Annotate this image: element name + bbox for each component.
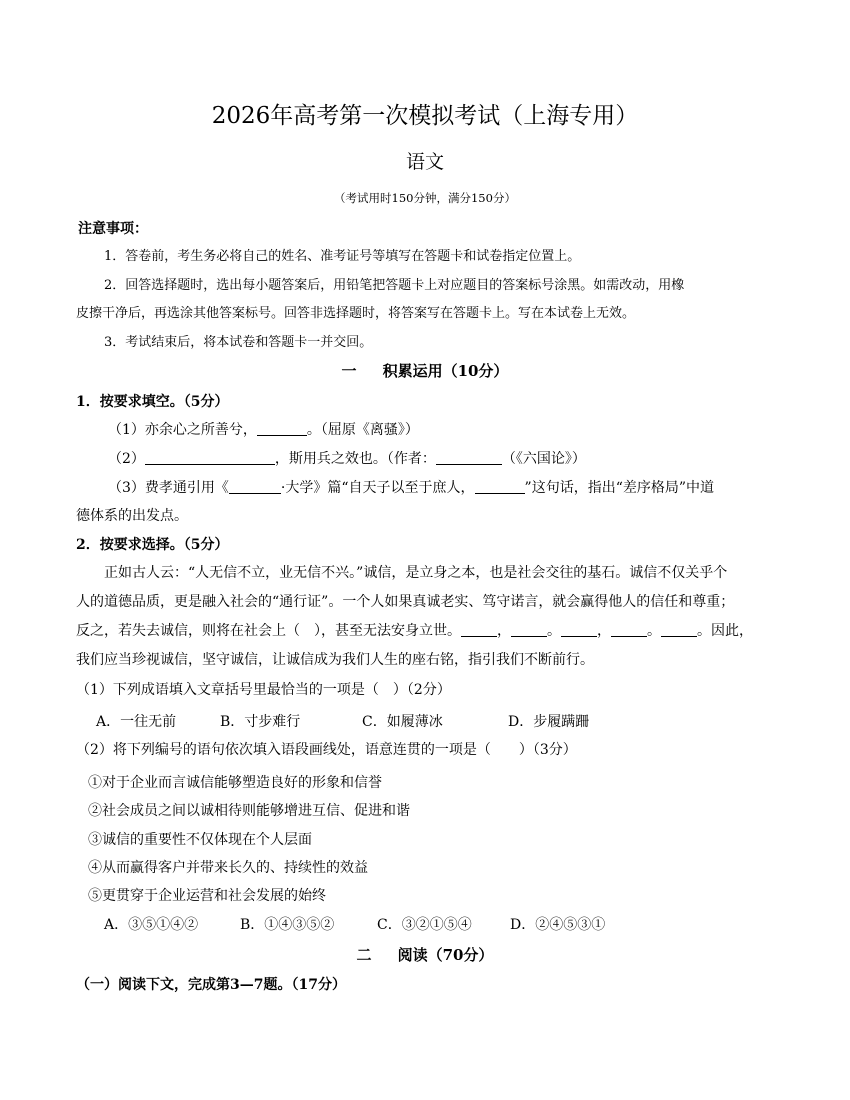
question-1-part-3-cont: 德体系的出发点。: [76, 508, 188, 524]
notice-item-2-cont: 皮擦干净后，再选涂其他答案标号。回答非选择题时，将答案写在答题卡上。写在本试卷上无效。: [76, 306, 636, 321]
text-segment: 。（屈原《离骚》）: [306, 422, 419, 438]
answer-blank: [511, 622, 547, 637]
sentence-2: ②社会成员之间以诚相待则能够增进互信、促进和谐: [88, 803, 410, 819]
sentence-5: ⑤更贯穿于企业运营和社会发展的始终: [88, 888, 326, 904]
option-d: D．②④⑤③①: [510, 917, 606, 933]
sentence-3: ③诚信的重要性不仅体现在个人层面: [88, 832, 312, 848]
exam-timing: （考试用时150分钟，满分150分）: [334, 191, 516, 205]
passage-line-4: 我们应当珍视诚信，坚守诚信，让诚信成为我们人生的座右铭，指引我们不断前行。: [76, 652, 594, 668]
notice-item-1: 1．答卷前，考生务必将自己的姓名、准考证号等填写在答题卡和试卷指定位置上。: [104, 249, 581, 264]
sentence-1: ①对于企业而言诚信能够塑造良好的形象和信誉: [88, 775, 382, 791]
answer-blank: [561, 622, 597, 637]
sub-question-2: （2）将下列编号的语句依次填入语段画线处，语意连贯的一项是（ ）（3分）: [76, 742, 577, 758]
question-1-part-2: [108, 450, 586, 468]
answer-blank: [436, 450, 502, 465]
text-segment: ，斯用兵之效也。（作者：: [274, 451, 436, 467]
option-c: C．③②①⑤④: [377, 917, 472, 933]
text-segment: 。因此，: [697, 623, 753, 639]
question-1-heading: 1．按要求填空。（5分）: [76, 394, 229, 410]
exam-title: 2026年高考第一次模拟考试（上海专用）: [211, 103, 639, 129]
option-b: B．①④③⑤②: [240, 917, 335, 933]
reading-1-heading: （一）阅读下文，完成第3—7题。（17分）: [76, 977, 346, 993]
answer-blank: [257, 421, 307, 436]
section-heading-2: [0, 946, 850, 964]
subject-title: 语文: [405, 151, 444, 173]
answer-blank: [461, 622, 497, 637]
sentence-4: ④从而赢得客户并带来长久的、持续性的效益: [88, 860, 368, 876]
option-a: A．一往无前: [96, 714, 177, 730]
answer-blank: [475, 479, 525, 494]
question-2-heading: 2．按要求选择。（5分）: [76, 537, 229, 553]
sub-question-1: （1）下列成语填入文章括号里最恰当的一项是（ ）（2分）: [76, 682, 451, 698]
passage-line-3: 反之，若失去诚信，则将在社会上（ ），甚至无法安身立世。 ， 。 ， 。 。因此，: [76, 623, 753, 639]
section-title: 阅读（70分）: [397, 946, 494, 964]
passage-line-1: 正如古人云：“人无信不立，业无信不兴。”诚信，是立身之本，也是社会交往的基石。诚信不仅关乎个: [104, 565, 728, 581]
question-1-part-3: [108, 479, 714, 497]
text-segment: （1）亦余心之所善兮，: [108, 422, 257, 438]
option-b: B．寸步难行: [220, 714, 301, 730]
option-a: A．③⑤①④②: [104, 917, 199, 933]
section-title: 积累运用（10分）: [382, 362, 509, 380]
text-segment: ”这句话，指出“差序格局”中道: [524, 480, 715, 496]
notice-item-3: 3．考试结束后，将本试卷和答题卡一并交回。: [104, 335, 373, 350]
answer-blank: [229, 479, 281, 494]
notice-item-2: 2．回答选择题时，选出每小题答案后，用铅笔把答题卡上对应题目的答案标号涂黑。如需改动，用橡: [104, 278, 685, 293]
option-d: D．步履蹒跚: [508, 714, 590, 730]
answer-blank: [611, 622, 647, 637]
option-c: C．如履薄冰: [362, 714, 443, 730]
section-heading-1: [0, 362, 850, 380]
answer-blank: [661, 622, 697, 637]
question-1-part-1: [108, 421, 419, 439]
text-segment: （3）费孝通引用《: [108, 480, 229, 496]
answer-blank: [145, 450, 275, 465]
section-number: 一: [341, 362, 357, 380]
text-segment: （2）: [108, 451, 145, 467]
text-segment: （《六国论》）: [501, 451, 586, 467]
notice-heading: 注意事项：: [78, 221, 148, 237]
section-number: 二: [356, 946, 372, 964]
text-segment: 反之，若失去诚信，则将在社会上（ ），甚至无法安身立世。: [76, 623, 461, 639]
passage-line-2: 人的道德品质，更是融入社会的“通行证”。一个人如果真诚老实、笃守诺言，就会赢得他人的信任和尊重；: [76, 594, 735, 610]
text-segment: ·大学》篇“自天子以至于庶人，: [280, 480, 475, 496]
